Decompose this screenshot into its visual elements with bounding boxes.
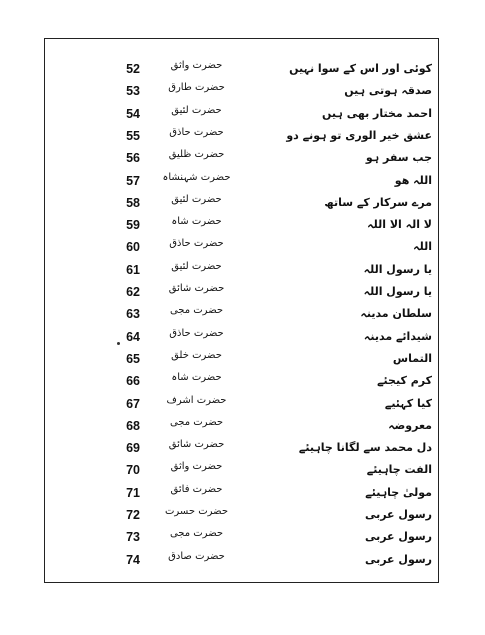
page-number: 56 <box>126 151 140 166</box>
entry-title: الفت چاہیئے <box>366 463 432 477</box>
entry-title: دل محمد سے لگانا چاہیئے <box>298 441 432 455</box>
index-row <box>44 305 439 327</box>
stray-dot-mark <box>117 342 120 345</box>
entry-title: اللہ <box>413 240 432 254</box>
index-row <box>44 395 439 417</box>
index-row <box>44 216 439 238</box>
index-row <box>44 439 439 461</box>
entry-title: لا الہ الا اللہ <box>367 218 432 232</box>
page-number: 58 <box>126 195 140 210</box>
page-number: 70 <box>126 463 140 478</box>
entry-title: معروضہ <box>388 418 432 432</box>
narrator-name: حضرت مجی <box>169 528 224 540</box>
index-row <box>44 238 439 260</box>
index-row <box>44 417 439 439</box>
index-row <box>44 372 439 394</box>
index-row <box>44 461 439 483</box>
page-number: 66 <box>126 374 140 389</box>
index-row <box>44 82 439 104</box>
entry-title: احمد مختار بھی ہیں <box>322 106 432 120</box>
index-row <box>44 194 439 216</box>
page-number: 69 <box>126 441 140 456</box>
index-row <box>44 328 439 350</box>
entry-title: صدقہ ہوتی ہیں <box>344 84 432 98</box>
entry-title: مرے سرکار کے ساتھ <box>324 195 432 209</box>
page-number: 64 <box>126 329 140 344</box>
narrator-name: حضرت طارق <box>168 82 225 94</box>
index-row <box>44 506 439 528</box>
narrator-name: حضرت شاہ <box>171 372 222 384</box>
page-number: 55 <box>126 128 140 143</box>
narrator-name: حضرت لئیق <box>171 260 222 272</box>
narrator-name: حضرت خلق <box>171 349 222 361</box>
narrator-name: حضرت واثق <box>170 60 223 71</box>
entry-title: شیدائے مدینہ <box>363 329 432 343</box>
page-number: 53 <box>126 84 140 99</box>
entry-title: رسول عربی <box>364 552 432 566</box>
index-row <box>44 283 439 305</box>
narrator-name: حضرت مجی <box>169 416 224 428</box>
entry-title: کوئی اور اس کے سوا نہیں <box>289 62 432 75</box>
entry-title: التماس <box>392 351 432 365</box>
narrator-name: حضرت حاذق <box>169 126 224 138</box>
narrator-name: حضرت فائق <box>170 483 223 495</box>
page-number: 65 <box>126 351 140 366</box>
narrator-name: حضرت صادق <box>168 550 225 562</box>
entry-title: یا رسول اللہ <box>363 262 432 276</box>
narrator-name: حضرت حسرت <box>165 506 228 517</box>
entry-title: مولیٰ چاہیئے <box>365 485 432 499</box>
page-number: 63 <box>126 307 140 322</box>
index-row <box>44 484 439 506</box>
index-row <box>44 172 439 194</box>
narrator-name: حضرت حاذق <box>169 238 224 250</box>
entry-title: یا رسول اللہ <box>363 285 432 298</box>
narrator-name: حضرت ظلیق <box>168 149 225 161</box>
entry-title: جب سفر ہو <box>365 151 432 165</box>
entry-title: کرم کیجئے <box>377 374 432 388</box>
entry-title: رسول عربی <box>364 530 432 544</box>
narrator-name: حضرت شائق <box>168 439 225 451</box>
narrator-name: حضرت لئیق <box>171 104 222 116</box>
page-number: 72 <box>126 508 140 522</box>
index-row <box>44 127 439 149</box>
page-number: 71 <box>126 485 140 500</box>
narrator-name: حضرت شہنشاہ <box>162 171 231 183</box>
page-number: 54 <box>126 106 140 121</box>
page-number: 73 <box>126 530 140 545</box>
index-row <box>44 60 439 82</box>
narrator-name: حضرت مجی <box>169 305 224 317</box>
page-number: 52 <box>126 62 140 76</box>
page-number: 60 <box>126 240 140 255</box>
entry-title: کیا کہئیے <box>384 396 432 410</box>
index-row <box>44 350 439 372</box>
narrator-name: حضرت لئیق <box>171 193 222 205</box>
page-number: 74 <box>126 552 140 567</box>
narrator-name: حضرت شائق <box>168 283 225 294</box>
page-number: 62 <box>126 285 140 299</box>
entry-title: اللہ ھو <box>394 173 432 187</box>
index-row <box>44 261 439 283</box>
index-row <box>44 528 439 550</box>
index-row <box>44 551 439 573</box>
page-number: 67 <box>126 396 140 411</box>
narrator-name: حضرت واثق <box>170 461 223 473</box>
page-number: 57 <box>126 173 140 188</box>
entry-title: عشق خیر الوری تو ہونے دو <box>286 128 432 142</box>
index-row <box>44 149 439 171</box>
entry-title: رسول عربی <box>364 508 432 521</box>
page-number: 68 <box>126 418 140 433</box>
narrator-name: حضرت حاذق <box>169 327 224 339</box>
page-number: 59 <box>126 218 140 233</box>
page-number: 61 <box>126 262 140 277</box>
index-row <box>44 105 439 127</box>
entry-title: سلطان مدینہ <box>360 307 432 321</box>
narrator-name: حضرت اشرف <box>166 394 227 406</box>
narrator-name: حضرت شاہ <box>171 216 222 228</box>
